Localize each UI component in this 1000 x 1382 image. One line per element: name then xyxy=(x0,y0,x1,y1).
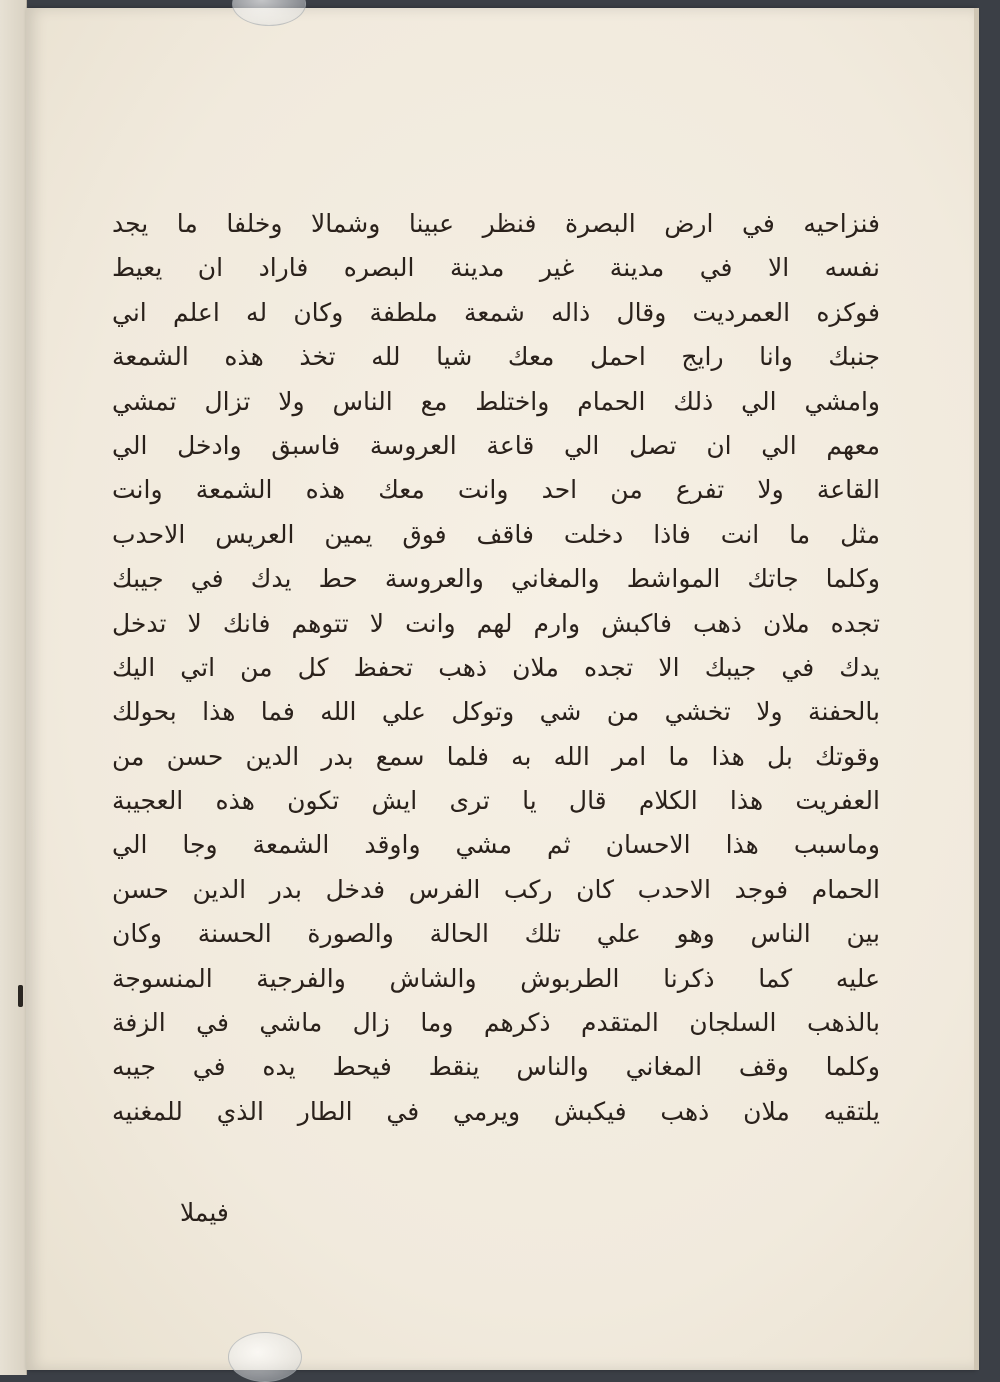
text-line: بالذهب السلجان المتقدم ذكرهم وما زال ماشي في الزفة xyxy=(112,1008,880,1038)
manuscript-text xyxy=(112,202,880,1134)
text-line: وكلما جاتك المواشط والمغاني والعروسة حط يدك في جيبك xyxy=(112,564,880,594)
previous-page-edge xyxy=(0,0,27,1375)
text-line: وامشي الي ذلك الحمام واختلط مع الناس ولا تزال تمشي xyxy=(112,386,880,416)
text-line: بين الناس وهو علي تلك الحالة والصورة الحسنة وكان xyxy=(112,919,880,949)
text-line: تجده ملان ذهب فاكبش وارم لهم وانت لا تتوهم فانك لا تدخل xyxy=(112,608,880,638)
catchword: فيملا xyxy=(180,1198,229,1227)
text-line: العفريت هذا الكلام قال يا ترى ايش تكون هذه العجيبة xyxy=(112,786,880,816)
text-line: فنزاحيه في ارض البصرة فنظر عبينا وشمالا وخلفا ما يجد xyxy=(112,209,880,238)
text-line: مثل ما انت فاذا دخلت فاقف فوق يمين العريس الاحدب xyxy=(112,519,880,549)
text-line: وكلما وقف المغاني والناس ينقط فيحط يده في جيبه xyxy=(112,1052,880,1082)
text-line: فوكزه العمرديت وقال ذاله شمعة ملطفة وكان له اعلم اني xyxy=(112,297,880,327)
text-line: بالحفنة ولا تخشي من شي وتوكل علي الله فما هذا بحولك xyxy=(112,697,880,727)
page-edge xyxy=(974,8,979,1370)
text-line: القاعة ولا تفرع من احد وانت معك هذه الشمعة وانت xyxy=(112,475,880,505)
text-line: وقوتك بل هذا ما امر الله به فلما سمع بدر الدين حسن من xyxy=(112,741,880,771)
ink-mark xyxy=(18,985,23,1007)
text-line: معهم الي ان تصل الي قاعة العروسة فاسبق وادخل الي xyxy=(112,430,880,460)
text-line: الحمام فوجد الاحدب كان ركب الفرس فدخل بدر الدين حسن xyxy=(112,874,880,904)
text-line: نفسه الا في مدينة غير مدينة البصره فاراد ان يعيط xyxy=(112,253,880,283)
text-line: وماسبب هذا الاحسان ثم مشي واوقد الشمعة وجا الي xyxy=(112,830,880,860)
text-line: يدك في جيبك الا تجده ملان ذهب تحفظ كل من اتي اليك xyxy=(112,652,880,682)
text-line: عليه كما ذكرنا الطربوش والشاش والفرجية المنسوجة xyxy=(112,963,880,993)
text-line: يلتقيه ملان ذهب فيكبش ويرمي في الطار الذي للمغنيه xyxy=(112,1096,880,1126)
text-line: جنبك وانا رايج احمل معك شيا لله تخذ هذه الشمعة xyxy=(112,342,880,372)
